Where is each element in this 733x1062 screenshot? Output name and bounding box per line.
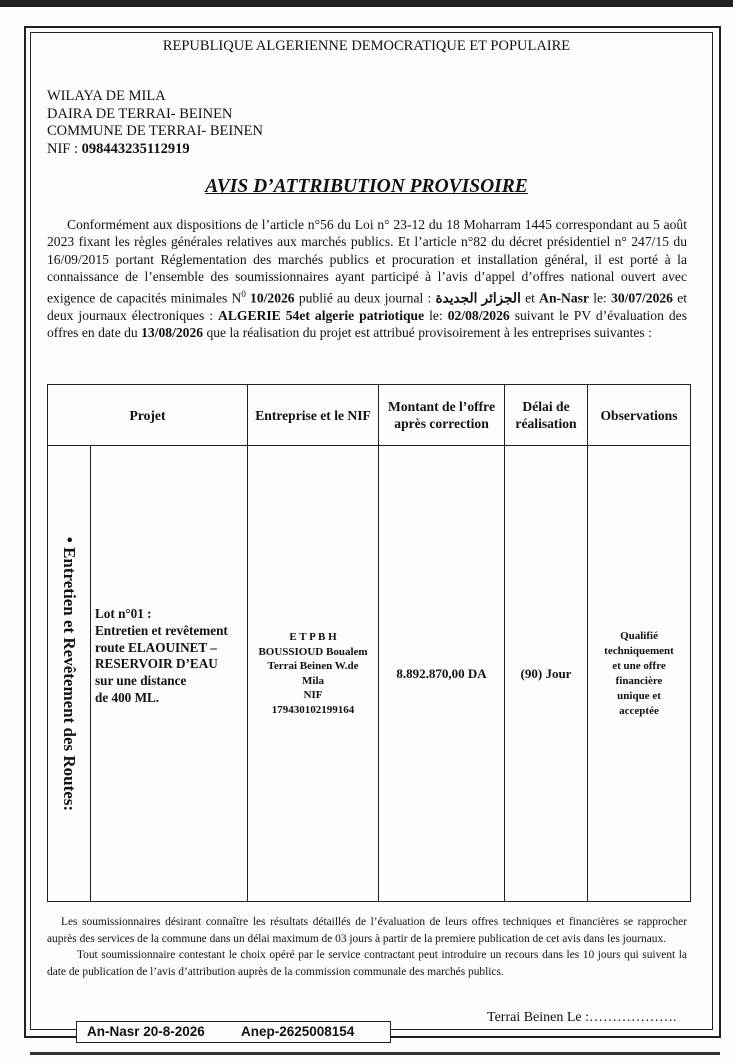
nif-value: 098443235112919 <box>81 140 190 157</box>
bottom-divider <box>30 1052 720 1055</box>
publication-source: An-Nasr 20-8-2026 <box>87 1024 205 1039</box>
daira-line: DAIRA DE TERRAI- BEINEN <box>47 105 233 122</box>
anep-reference: Anep-2625008154 <box>241 1024 355 1039</box>
table-header-row <box>48 385 691 446</box>
vertical-category-cell <box>48 446 91 902</box>
republic-heading: REPUBLIQUE ALGERIENNE DEMOCRATIQUE ET POPULAIRE <box>162 38 571 54</box>
journal-nasr: An-Nasr <box>539 290 589 306</box>
administrative-header <box>47 88 263 158</box>
header-entreprise: Entreprise et le NIF <box>248 385 379 446</box>
category-label: • Entretien et Revêtement des Routes: <box>60 536 79 811</box>
journal-arabic: الجزائر الجديدة <box>435 290 521 306</box>
footer-notes <box>47 914 687 980</box>
header-observations: Observations <box>588 385 691 446</box>
electronic-date: 02/08/2026 <box>447 307 510 323</box>
header-montant: Montant de l’offre après correction <box>379 385 505 446</box>
header-projet: Projet <box>48 385 248 446</box>
montant-cell: 8.892.870,00 DA <box>379 446 505 902</box>
table-row <box>48 446 691 902</box>
electronic-journals: ALGERIE 54et algerie patriotique <box>218 307 425 323</box>
nif-label: NIF : <box>47 140 82 157</box>
observations-cell: Qualifié techniquement et une offre financière unique et acceptée <box>588 446 691 902</box>
publication-box <box>76 1021 391 1043</box>
avis-number: 10/2026 <box>250 290 295 306</box>
nif-line <box>47 141 263 159</box>
body-paragraph: Conformément aux dispositions de l’article n°56 du Loi n° 23-12 du 18 Moharram 1445 correspondant au 5 août 2023 fixant les règles générales relatives aux marchés publics. Et l’article n°82 du décret présidentiel n° 247/15 du 16/09/2015 portant Réglementation des marchés publics et procuration et installation général, il est porté à la connaissance de l’ensemble des soumissionnaires ayant participé à l’avis d’appel d’offres national ouvert avec exigence de capacités minimales $N^0$ 10/2026 publié au deux journal : الجزائر الجديدة et An-Nasr le: 30/07/2026 et deux journaux électroniques : ALGERIE 54et algerie patriotique le: 02/08/2026 suivant le PV d’évaluation des offres en date du 13/08/2026 que la réalisation du projet est attribué provisoirement à les entreprises suivantes : <box>47 217 688 340</box>
footer-note-1: Les soumissionnaires désirant connaître les résultats détaillés de l’évaluation de leurs offres techniques et financières se rapprocher auprès des services de la commune dans un délai maximum de 03 jours à partir de la premiere publication de cet avis dans les journaux. <box>47 916 687 945</box>
delai-cell: (90) Jour <box>505 446 588 902</box>
lot-cell: Lot n°01 : Entretien et revêtement route ELAOUINET – RESERVOIR D’EAU sur une distance de 400 ML. <box>91 446 248 902</box>
entreprise-cell: E T P B H BOUSSIOUD Boualem Terrai Beinen W.de Mila NIF 179430102199164 <box>248 446 379 902</box>
attribution-table <box>47 384 691 902</box>
publication-date: 30/07/2026 <box>611 290 673 306</box>
top-black-bar <box>0 0 733 7</box>
pv-date: 13/08/2026 <box>141 324 204 340</box>
commune-line: COMMUNE DE TERRAI- BEINEN <box>47 123 264 139</box>
footer-note-2: Tout soumissionnaire contestant le choix opéré par le service contractant peut introduire un recours dans les 10 jours qui suivent la date de publication de l’avis d’attribution auprès de la commission communale des marchés publics. <box>47 949 687 978</box>
wilaya-line: WILAYA DE MILA <box>47 88 166 104</box>
header-delai: Délai de réalisation <box>505 385 588 446</box>
signature-line: Terrai Beinen Le :………………. <box>487 1010 677 1025</box>
document-title: AVIS D’ATTRIBUTION PROVISOIRE <box>205 176 528 197</box>
